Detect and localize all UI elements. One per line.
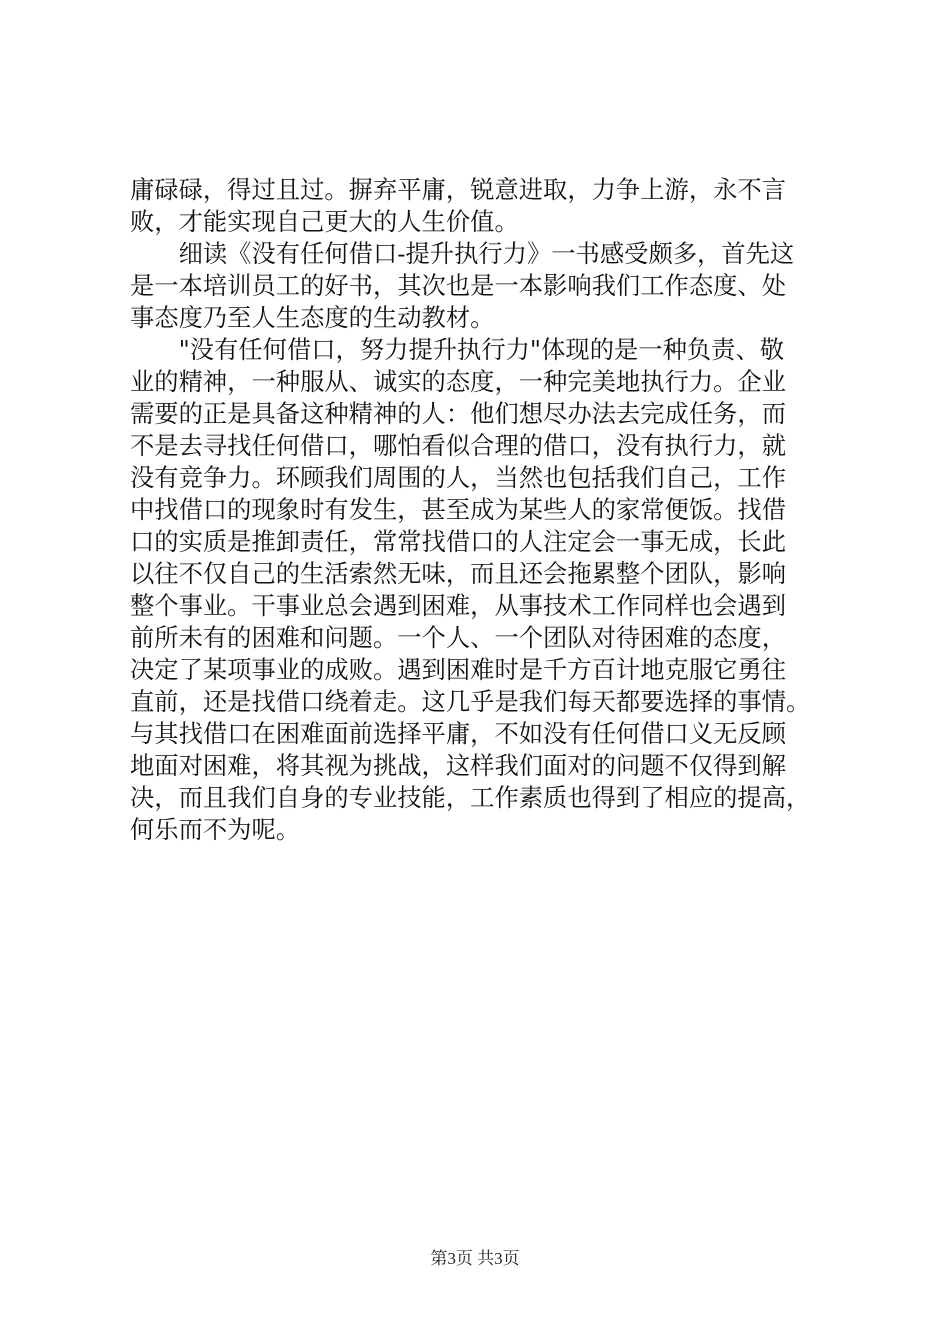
text-line: 整个事业。干事业总会遇到困难，从事技术工作同样也会遇到	[130, 591, 787, 620]
text-line: 需要的正是具备这种精神的人：他们想尽办法去完成任务，而	[130, 399, 787, 428]
text-line: 中找借口的现象时有发生，甚至成为某些人的家常便饭。找借	[130, 495, 787, 524]
text-line: 败，才能实现自己更大的人生价值。	[130, 207, 519, 236]
text-line: 决定了某项事业的成败。遇到困难时是千方百计地克服它勇往	[130, 655, 787, 684]
text-line: 以往不仅自己的生活索然无味，而且还会拖累整个团队，影响	[130, 559, 787, 588]
text-line: "没有任何借口，努力提升执行力"体现的是一种负责、敬	[130, 335, 785, 364]
text-line: 何乐而不为呢。	[130, 815, 301, 844]
text-line: 与其找借口在困难面前选择平庸，不如没有任何借口义无反顾	[130, 719, 787, 748]
text-line: 地面对困难，将其视为挑战，这样我们面对的问题不仅得到解	[130, 751, 787, 780]
text-line: 业的精神，一种服从、诚实的态度，一种完美地执行力。企业	[130, 367, 787, 396]
page-number-footer: 第3页 共3页	[430, 1249, 520, 1268]
text-line: 事态度乃至人生态度的生动教材。	[130, 303, 495, 332]
text-line: 不是去寻找任何借口，哪怕看似合理的借口，没有执行力，就	[130, 431, 787, 460]
text-line: 庸碌碌，得过且过。摒弃平庸，锐意进取，力争上游，永不言	[130, 175, 787, 204]
text-line: 前所未有的困难和问题。一个人、一个团队对待困难的态度，	[130, 623, 787, 652]
document-body	[130, 174, 850, 846]
text-line: 没有竞争力。环顾我们周围的人，当然也包括我们自己，工作	[130, 463, 787, 492]
text-line: 决，而且我们自身的专业技能，工作素质也得到了相应的提高，	[130, 783, 811, 812]
text-line: 直前，还是找借口绕着走。这几乎是我们每天都要选择的事情。	[130, 687, 811, 716]
text-line: 是一本培训员工的好书，其次也是一本影响我们工作态度、处	[130, 271, 787, 300]
text-line: 细读《没有任何借口-提升执行力》一书感受颇多，首先这	[130, 239, 795, 268]
text-line: 口的实质是推卸责任，常常找借口的人注定会一事无成，长此	[130, 527, 787, 556]
